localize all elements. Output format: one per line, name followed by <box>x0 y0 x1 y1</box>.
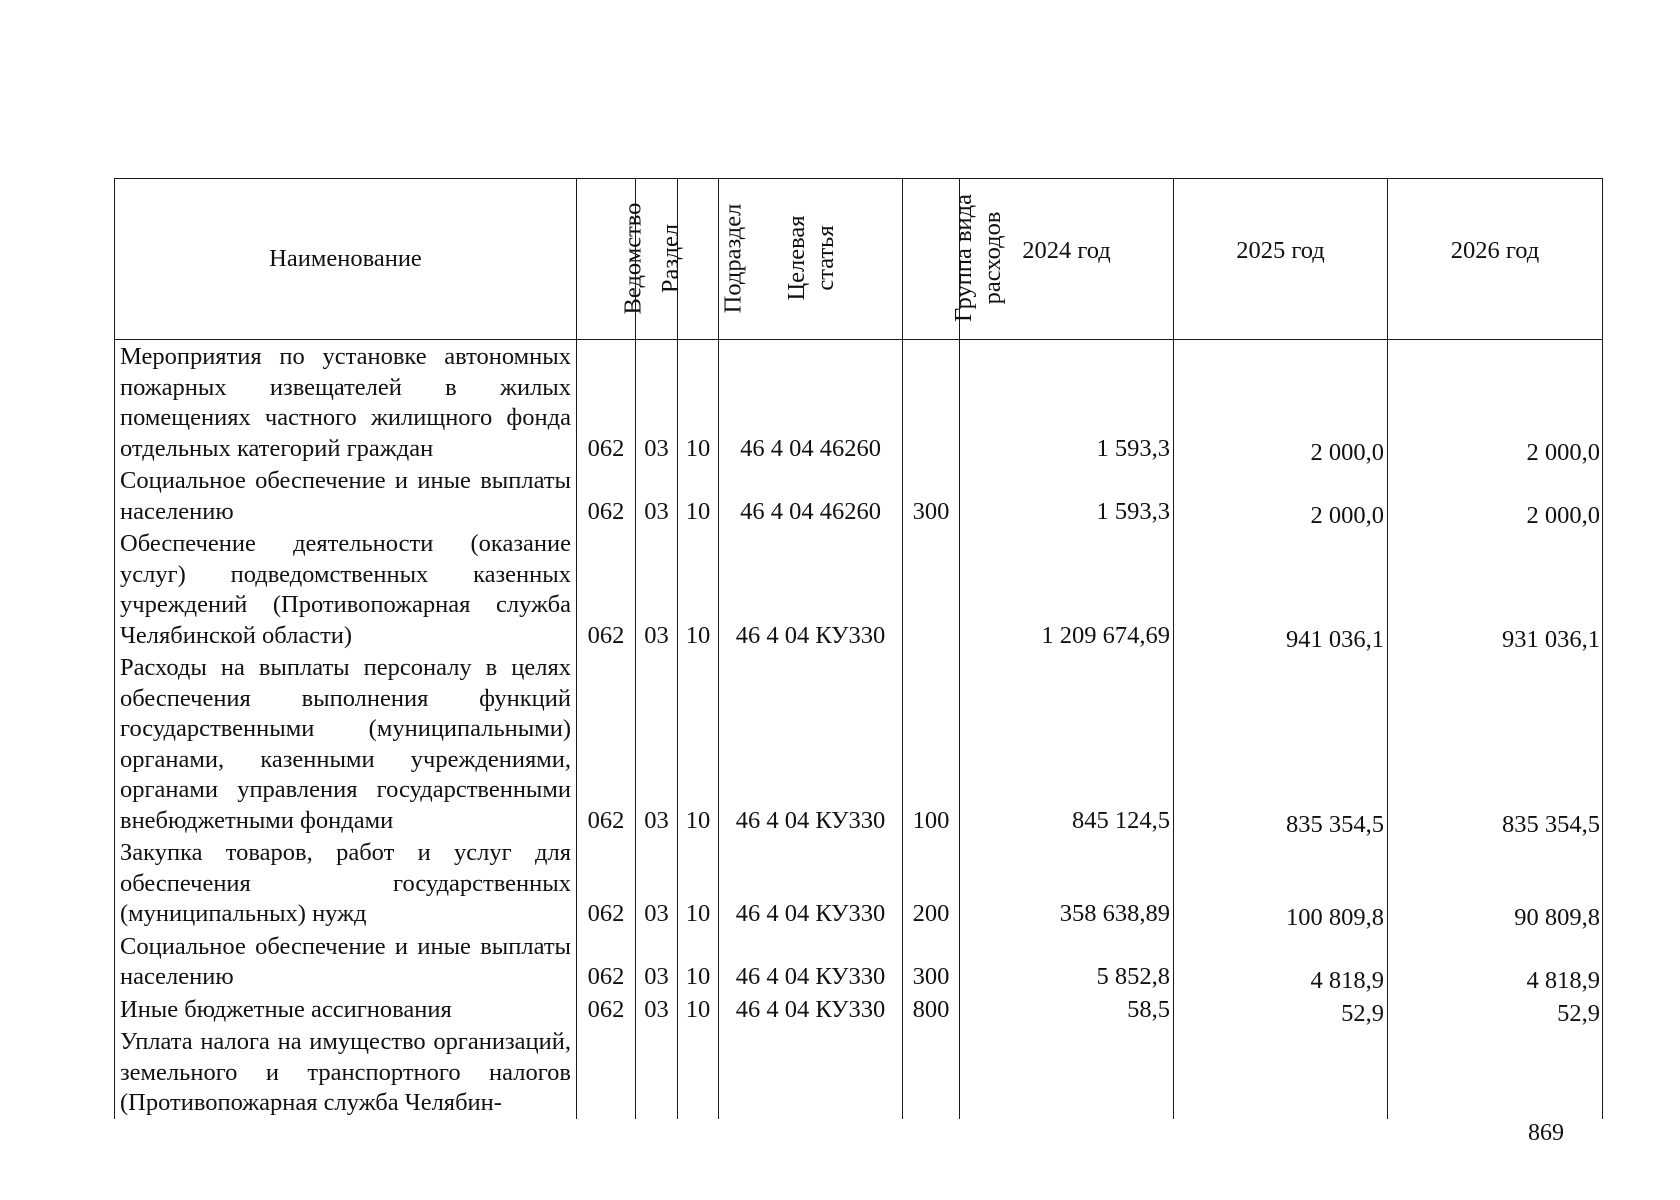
row-vedomstvo <box>577 1025 636 1119</box>
row-name: Иные бюджетные ассигнования <box>115 993 577 1026</box>
row-vedomstvo: 062 <box>577 464 636 527</box>
header-2024: 2024 год <box>960 179 1174 340</box>
header-name: Наименование <box>115 179 577 340</box>
row-razdel: 03 <box>636 836 678 930</box>
table-row <box>115 464 1603 527</box>
row-celevaya: 46 4 04 КУ330 <box>719 651 903 836</box>
table-row <box>115 340 1603 465</box>
row-gruppa <box>903 1025 960 1119</box>
table-row <box>115 527 1603 651</box>
row-2026: 4 818,9 <box>1388 930 1603 993</box>
row-2025: 100 809,8 <box>1174 836 1388 930</box>
row-celevaya: 46 4 04 46260 <box>719 340 903 465</box>
row-razdel: 03 <box>636 993 678 1026</box>
row-podrazdel: 10 <box>678 464 719 527</box>
row-celevaya: 46 4 04 46260 <box>719 464 903 527</box>
row-2024: 5 852,8 <box>960 930 1174 993</box>
row-vedomstvo: 062 <box>577 527 636 651</box>
row-2026: 90 809,8 <box>1388 836 1603 930</box>
row-2025: 835 354,5 <box>1174 651 1388 836</box>
row-2026: 2 000,0 <box>1388 464 1603 527</box>
table-header-row <box>115 179 1603 340</box>
table-row <box>115 1025 1603 1119</box>
table-row <box>115 651 1603 836</box>
row-2024: 58,5 <box>960 993 1174 1026</box>
row-gruppa: 300 <box>903 930 960 993</box>
row-2024: 1 593,3 <box>960 464 1174 527</box>
row-razdel: 03 <box>636 651 678 836</box>
row-name: Закупка товаров, работ и услуг для обеспечения государственных (муниципальных) нужд <box>115 836 577 930</box>
row-vedomstvo: 062 <box>577 340 636 465</box>
header-vedomstvo: Ведомство <box>577 179 636 340</box>
row-2026: 931 036,1 <box>1388 527 1603 651</box>
row-razdel: 03 <box>636 464 678 527</box>
row-name: Социальное обеспечение и иные выплаты населению <box>115 930 577 993</box>
budget-table <box>114 178 1603 1119</box>
row-podrazdel: 10 <box>678 340 719 465</box>
header-2025: 2025 год <box>1174 179 1388 340</box>
row-name: Обеспечение деятельности (оказание услуг) подведомственных казенных учреждений (Противопожарная служба Челябинской области) <box>115 527 577 651</box>
row-razdel: 03 <box>636 930 678 993</box>
header-razdel: Раздел <box>636 179 678 340</box>
table-row <box>115 930 1603 993</box>
row-gruppa <box>903 527 960 651</box>
row-podrazdel: 10 <box>678 651 719 836</box>
row-2026: 52,9 <box>1388 993 1603 1026</box>
row-gruppa: 100 <box>903 651 960 836</box>
row-vedomstvo: 062 <box>577 836 636 930</box>
row-2024: 358 638,89 <box>960 836 1174 930</box>
row-name: Социальное обеспечение и иные выплаты населению <box>115 464 577 527</box>
row-2025: 2 000,0 <box>1174 340 1388 465</box>
row-celevaya: 46 4 04 КУ330 <box>719 993 903 1026</box>
row-2025: 4 818,9 <box>1174 930 1388 993</box>
row-2026: 2 000,0 <box>1388 340 1603 465</box>
row-podrazdel: 10 <box>678 993 719 1026</box>
row-vedomstvo: 062 <box>577 651 636 836</box>
row-gruppa: 300 <box>903 464 960 527</box>
row-2024: 845 124,5 <box>960 651 1174 836</box>
header-celevaya-statya: Целевая статья <box>719 179 903 340</box>
page-number: 869 <box>1528 1120 1564 1146</box>
header-2026: 2026 год <box>1388 179 1603 340</box>
row-podrazdel: 10 <box>678 527 719 651</box>
row-gruppa: 200 <box>903 836 960 930</box>
row-2025: 941 036,1 <box>1174 527 1388 651</box>
header-podrazdel: Подраздел <box>678 179 719 340</box>
row-gruppa: 800 <box>903 993 960 1026</box>
row-2024 <box>960 1025 1174 1119</box>
row-celevaya: 46 4 04 КУ330 <box>719 527 903 651</box>
row-name: Мероприятия по установке автономных пожарных извещателей в жилых помещениях частного жилищного фонда отдельных категорий граждан <box>115 340 577 465</box>
row-razdel: 03 <box>636 340 678 465</box>
header-gruppa-vida-rashodov: Группа вида расходов <box>903 179 960 340</box>
row-celevaya <box>719 1025 903 1119</box>
row-razdel: 03 <box>636 527 678 651</box>
row-razdel <box>636 1025 678 1119</box>
row-vedomstvo: 062 <box>577 930 636 993</box>
row-2025 <box>1174 1025 1388 1119</box>
row-celevaya: 46 4 04 КУ330 <box>719 836 903 930</box>
row-gruppa <box>903 340 960 465</box>
row-name: Расходы на выплаты персоналу в целях обеспечения выполнения функций государственными (муниципальными) органами, казенными учреждениями, органами управления государственными внебюджетными фондами <box>115 651 577 836</box>
table-row <box>115 836 1603 930</box>
row-name: Уплата налога на имущество организаций, земельного и транспортного налогов (Противопожарная служба Челябин- <box>115 1025 577 1119</box>
row-celevaya: 46 4 04 КУ330 <box>719 930 903 993</box>
row-2026 <box>1388 1025 1603 1119</box>
row-vedomstvo: 062 <box>577 993 636 1026</box>
row-podrazdel <box>678 1025 719 1119</box>
row-2026: 835 354,5 <box>1388 651 1603 836</box>
row-podrazdel: 10 <box>678 930 719 993</box>
row-2024: 1 209 674,69 <box>960 527 1174 651</box>
row-2025: 52,9 <box>1174 993 1388 1026</box>
row-2024: 1 593,3 <box>960 340 1174 465</box>
row-podrazdel: 10 <box>678 836 719 930</box>
table-row <box>115 993 1603 1026</box>
row-2025: 2 000,0 <box>1174 464 1388 527</box>
